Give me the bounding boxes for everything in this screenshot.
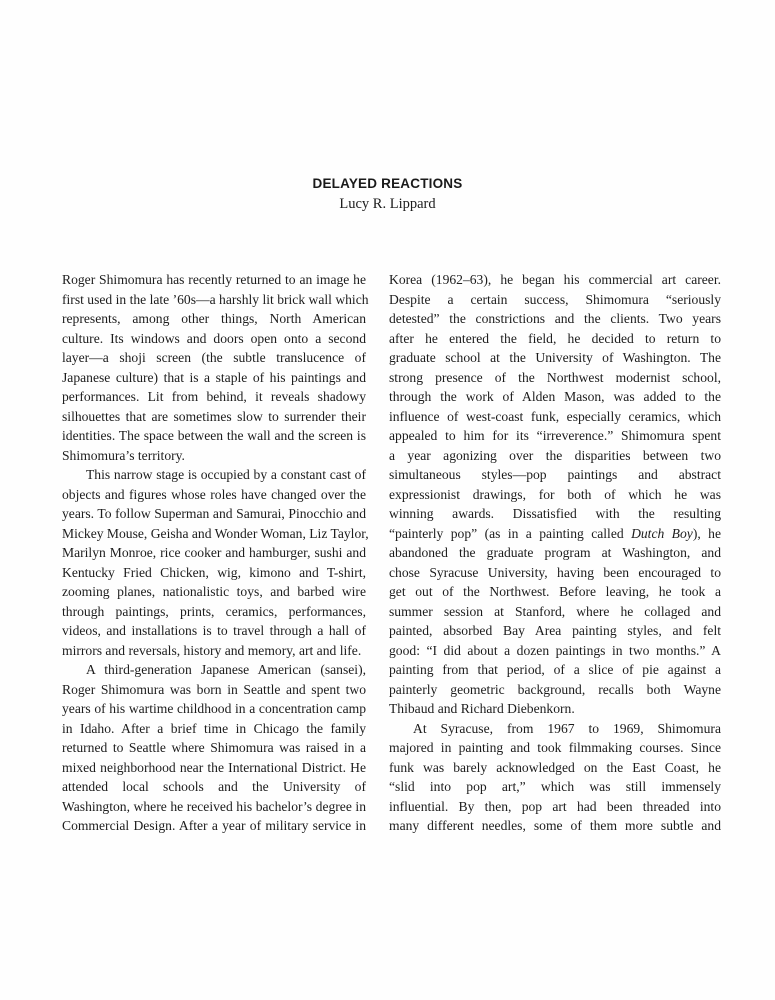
text-line (62, 758, 366, 778)
text-line (389, 582, 721, 602)
line-text: appealed to him for its “irreverence.” Shimomura spent (389, 428, 721, 443)
text-line (389, 348, 721, 368)
line-text: Shimomura’s territory. (62, 447, 185, 463)
line-text: majored in painting and took filmmaking courses. Since (389, 740, 721, 755)
text-line (62, 543, 366, 563)
line-text: painterly geometric background, recalls both Wayne (389, 681, 721, 697)
text-line (389, 368, 721, 388)
line-text: Roger Shimomura has recently returned to an image he (62, 272, 366, 287)
text-line (389, 290, 721, 310)
article-title: DELAYED REACTIONS (312, 176, 463, 191)
line-text: videos, and installations is to travel through a hall of (62, 623, 366, 638)
line-text: “painterly pop” (as in a painting called (389, 525, 632, 541)
line-text: painted, absorbed Bay Area painting styles, and felt (389, 623, 721, 638)
text-line (62, 504, 366, 524)
text-line (389, 504, 721, 524)
line-text: summer session at Stanford, where he collaged and (389, 603, 721, 619)
line-text: identities. The space between the wall and the screen is (62, 428, 366, 443)
text-line (62, 485, 366, 505)
text-line (389, 309, 721, 329)
text-line (389, 738, 721, 758)
text-line (62, 348, 366, 368)
line-text: after he entered the field, he decided to return to (389, 330, 721, 346)
line-text: abandoned the graduate program at Washington, and (389, 545, 721, 560)
text-line (389, 543, 721, 563)
text-line (62, 699, 366, 719)
line-text: Despite a certain success, Shimomura “seriously (389, 291, 721, 307)
line-text: expressionist drawings, for both of which he was (389, 486, 721, 502)
line-text: attended local schools and the University of (62, 779, 366, 794)
text-line (62, 621, 366, 641)
article-author: Lucy R. Lippard (339, 196, 436, 212)
text-line (389, 641, 721, 661)
text-line (389, 680, 721, 700)
line-text: influential. By then, pop art had been threaded into (389, 798, 721, 814)
line-text: detested” the constrictions and the clients. Two years (389, 311, 721, 326)
text-line (62, 641, 366, 661)
line-text: through the work of Alden Mason, was added to the (389, 389, 721, 404)
line-text-after: ), he (692, 525, 721, 541)
text-line (62, 446, 366, 466)
text-line (389, 797, 721, 817)
right-text-column (389, 270, 721, 836)
text-line (62, 309, 366, 329)
line-text: mixed neighborhood near the International District. He (62, 759, 366, 775)
text-line (389, 465, 721, 485)
text-line (62, 777, 366, 797)
line-text: silhouettes that are sometimes slow to surrender their (62, 408, 366, 424)
line-text: objects and figures whose roles have changed over the (62, 486, 366, 502)
text-line (389, 621, 721, 641)
line-text: a year agonizing over the disparities between two (389, 447, 721, 463)
line-text: “slid into pop art,” which was still immensely (389, 779, 721, 794)
text-line (62, 426, 366, 446)
text-line (62, 797, 366, 817)
text-line (389, 816, 721, 836)
text-line (62, 816, 366, 836)
text-line (62, 368, 366, 388)
text-line (389, 563, 721, 583)
line-text: influence of west-coast funk, especially ceramics, which (389, 408, 721, 424)
line-text: Marilyn Monroe, rice cooker and hamburger, sushi and (62, 545, 366, 560)
line-text: layer—a shoji screen (the subtle translucence of (62, 350, 366, 365)
text-line (62, 563, 366, 583)
left-text-column (62, 270, 369, 836)
text-line (62, 407, 366, 427)
text-line (62, 290, 369, 310)
line-text: Japanese culture) that is a staple of his paintings and (62, 369, 366, 385)
line-text: get out of the Northwest. Before leaving, he took a (389, 584, 721, 599)
line-text: Washington, where he received his bachelor’s degree in (62, 798, 366, 814)
line-text: zooming planes, nationalistic toys, and barbed wire (62, 584, 366, 599)
line-text: At Syracuse, from 1967 to 1969, Shimomura (413, 720, 721, 736)
text-line (389, 719, 721, 739)
line-text: This narrow stage is occupied by a constant cast of (86, 467, 366, 482)
line-text: represents, among other things, North American (62, 311, 366, 326)
text-line (389, 426, 721, 446)
line-text: Mickey Mouse, Geisha and Wonder Woman, Liz Taylor, (62, 525, 369, 541)
line-text: years. To follow Superman and Samurai, Pinocchio and (62, 506, 366, 521)
text-line (389, 329, 721, 349)
line-text: strong presence of the Northwest modernist school, (389, 369, 721, 385)
text-line (62, 582, 366, 602)
text-line (389, 407, 721, 427)
line-text: winning awards. Dissatisfied with the resulting (389, 506, 721, 521)
line-text: Roger Shimomura was born in Seattle and spent two (62, 681, 366, 697)
line-text: Kentucky Fried Chicken, wig, kimono and T-shirt, (62, 564, 366, 580)
text-line (62, 738, 366, 758)
text-line (62, 329, 366, 349)
text-line (389, 270, 721, 290)
text-line (389, 524, 721, 544)
text-line (389, 387, 721, 407)
text-line (389, 602, 721, 622)
text-line (62, 387, 366, 407)
text-line (62, 465, 366, 485)
line-text: graduate school at the University of Washington. The (389, 350, 721, 365)
line-text: performances. Lit from behind, it reveals shadowy (62, 389, 366, 404)
text-line (62, 660, 366, 680)
line-text: simultaneous styles—pop paintings and abstract (389, 467, 721, 482)
text-line (62, 524, 369, 544)
text-line (389, 758, 721, 778)
text-line (389, 485, 721, 505)
line-text: funk was barely acknowledged on the East Coast, he (389, 759, 721, 775)
line-text: mirrors and reversals, history and memory, art and life. (62, 642, 362, 658)
line-text: chose Syracuse University, having been encouraged to (389, 564, 721, 580)
text-line (62, 602, 366, 622)
text-line (389, 660, 721, 680)
line-text: Korea (1962–63), he began his commercial art career. (389, 272, 721, 287)
line-text: painting from that period, of a slice of pie against a (389, 662, 721, 677)
text-line (389, 699, 721, 719)
line-text: Commercial Design. After a year of military service in (62, 818, 366, 833)
line-text: many different needles, some of them more subtle and (389, 818, 721, 833)
line-text: good: “I did about a dozen paintings in two months.” A (389, 642, 721, 658)
text-line (62, 270, 366, 290)
line-text: Thibaud and Richard Diebenkorn. (389, 701, 575, 716)
line-text: A third-generation Japanese American (sansei), (86, 662, 366, 677)
text-line (389, 446, 721, 466)
text-line (62, 719, 366, 739)
text-line (62, 680, 366, 700)
line-text: in Idaho. After a brief time in Chicago the family (62, 720, 366, 736)
line-text: through paintings, prints, ceramics, performances, (62, 603, 366, 619)
italic-title: Dutch Boy (631, 525, 693, 541)
line-text: years of his wartime childhood in a concentration camp (62, 701, 366, 716)
line-text: returned to Seattle where Shimomura was raised in a (62, 740, 366, 755)
text-line (389, 777, 721, 797)
line-text: culture. Its windows and doors open onto a second (62, 330, 366, 346)
line-text: first used in the late ’60s—a harshly lit brick wall which (62, 291, 369, 307)
